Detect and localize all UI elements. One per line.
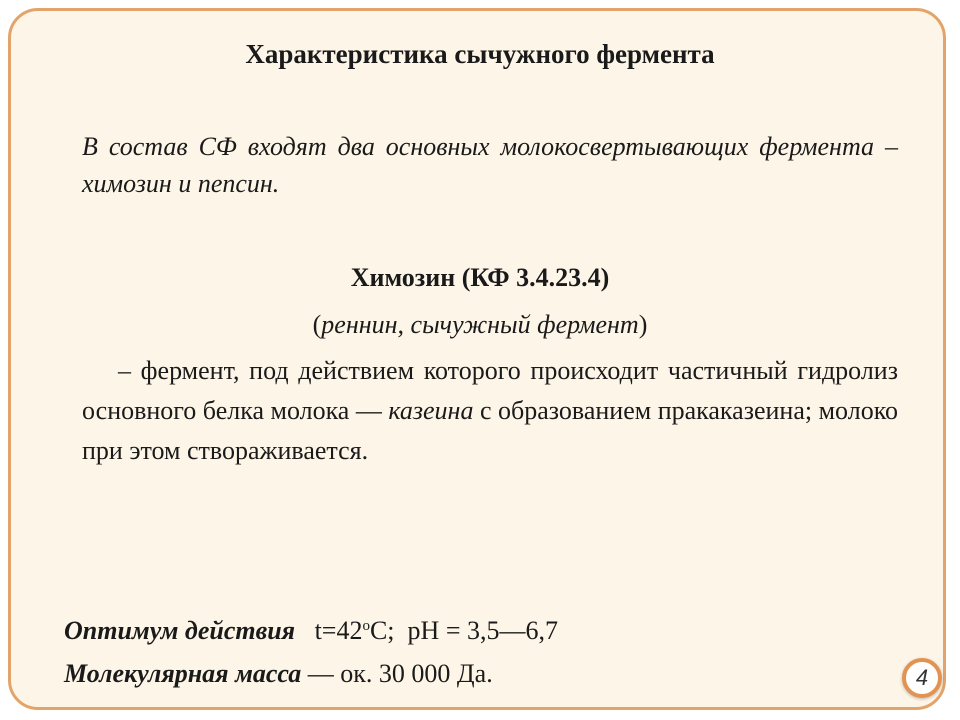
- optimum-temperature: t=42: [314, 616, 363, 645]
- optimum-label: Оптимум действия: [64, 616, 296, 645]
- mass-label: Молекулярная масса: [64, 659, 302, 688]
- definition-casein: казеина: [388, 396, 474, 425]
- definition-text-2: с образованием пракаказеина; молоко при этом створаживается.: [82, 396, 898, 465]
- optimum-ph: pH = 3,5—6,7: [407, 616, 558, 645]
- molecular-mass-line: [64, 656, 884, 692]
- synonyms-close-paren: ): [638, 310, 648, 339]
- page-number-badge: 4: [902, 658, 942, 698]
- enzyme-heading: Химозин (КФ 3.4.23.4): [350, 263, 610, 292]
- intro-paragraph: В состав СФ входят два основных молокосвертывающих фермента – химозин и пепсин.: [82, 132, 898, 198]
- definition-text-1: – фермент, под действием которого происходит частичный гидролиз основного белка молока —: [82, 356, 898, 425]
- optimum-temperature-unit: С;: [369, 616, 395, 645]
- degree-sup: о: [362, 618, 370, 634]
- synonyms-open-paren: (: [312, 310, 322, 339]
- enzyme-synonyms: [0, 307, 960, 343]
- slide-title: Характеристика сычужного фермента: [245, 39, 715, 69]
- mass-value: — ок. 30 000 Да.: [307, 659, 493, 688]
- optimum-line: [64, 608, 884, 649]
- synonyms-text: реннин, сычужный фермент: [321, 310, 639, 339]
- enzyme-definition: [82, 351, 898, 471]
